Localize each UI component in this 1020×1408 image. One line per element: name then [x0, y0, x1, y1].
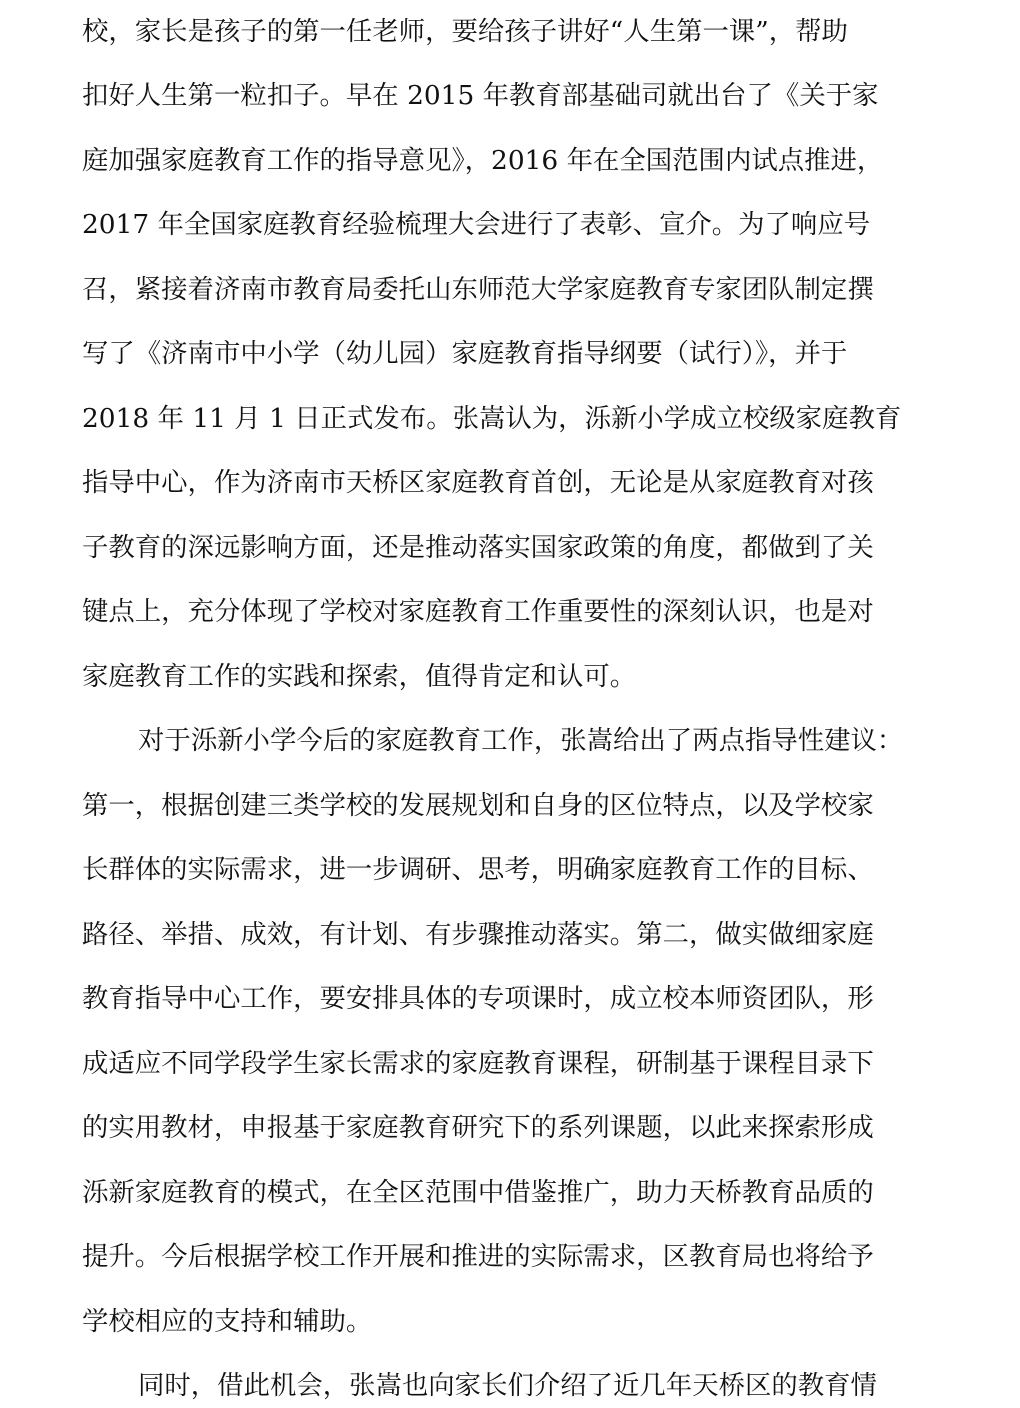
text-line: 第一，根据创建三类学校的发展规划和自身的区位特点，以及学校家	[82, 790, 874, 821]
text-line: 路径、举措、成效，有计划、有步骤推动落实。第二，做实做细家庭	[82, 919, 874, 950]
text-line: 召，紧接着济南市教育局委托山东师范大学家庭教育专家团队制定撰	[82, 274, 874, 305]
text-line: 2017 年全国家庭教育经验梳理大会进行了表彰、宣介。为了响应号	[82, 209, 871, 240]
text-line: 写了《济南市中小学（幼儿园）家庭教育指导纲要（试行）》，并于	[82, 338, 848, 369]
text-line: 键点上，充分体现了学校对家庭教育工作重要性的深刻认识，也是对	[82, 596, 874, 627]
text-line: 的实用教材，申报基于家庭教育研究下的系列课题，以此来探索形成	[82, 1112, 874, 1143]
text-line: 学校相应的支持和辅助。	[82, 1306, 373, 1337]
text-line: 成适应不同学段学生家长需求的家庭教育课程，研制基于课程目录下	[82, 1048, 874, 1079]
text-line: 庭加强家庭教育工作的指导意见》，2016 年在全国范围内试点推进，	[82, 145, 884, 176]
text-line: 指导中心，作为济南市天桥区家庭教育首创，无论是从家庭教育对孩	[82, 467, 874, 498]
text-line: 扣好人生第一粒扣子。早在 2015 年教育部基础司就出台了《关于家	[82, 80, 879, 111]
text-line: 校，家长是孩子的第一任老师，要给孩子讲好“人生第一课”，帮助	[82, 16, 848, 47]
text-line: 子教育的深远影响方面，还是推动落实国家政策的角度，都做到了关	[82, 532, 874, 563]
text-line: 2018 年 11 月 1 日正式发布。张嵩认为，泺新小学成立校级家庭教育	[82, 403, 902, 434]
text-line: 提升。今后根据学校工作开展和推进的实际需求，区教育局也将给予	[82, 1241, 874, 1272]
text-line: 泺新家庭教育的模式，在全区范围中借鉴推广，助力天桥教育品质的	[82, 1177, 874, 1208]
paragraph-first-line: 同时，借此机会，张嵩也向家长们介绍了近几年天桥区的教育情	[138, 1370, 877, 1401]
text-line: 家庭教育工作的实践和探索，值得肯定和认可。	[82, 661, 637, 692]
text-line: 教育指导中心工作，要安排具体的专项课时，成立校本师资团队，形	[82, 983, 874, 1014]
text-line: 长群体的实际需求，进一步调研、思考，明确家庭教育工作的目标、	[82, 854, 874, 885]
paragraph-first-line: 对于泺新小学今后的家庭教育工作，张嵩给出了两点指导性建议：	[138, 725, 904, 756]
